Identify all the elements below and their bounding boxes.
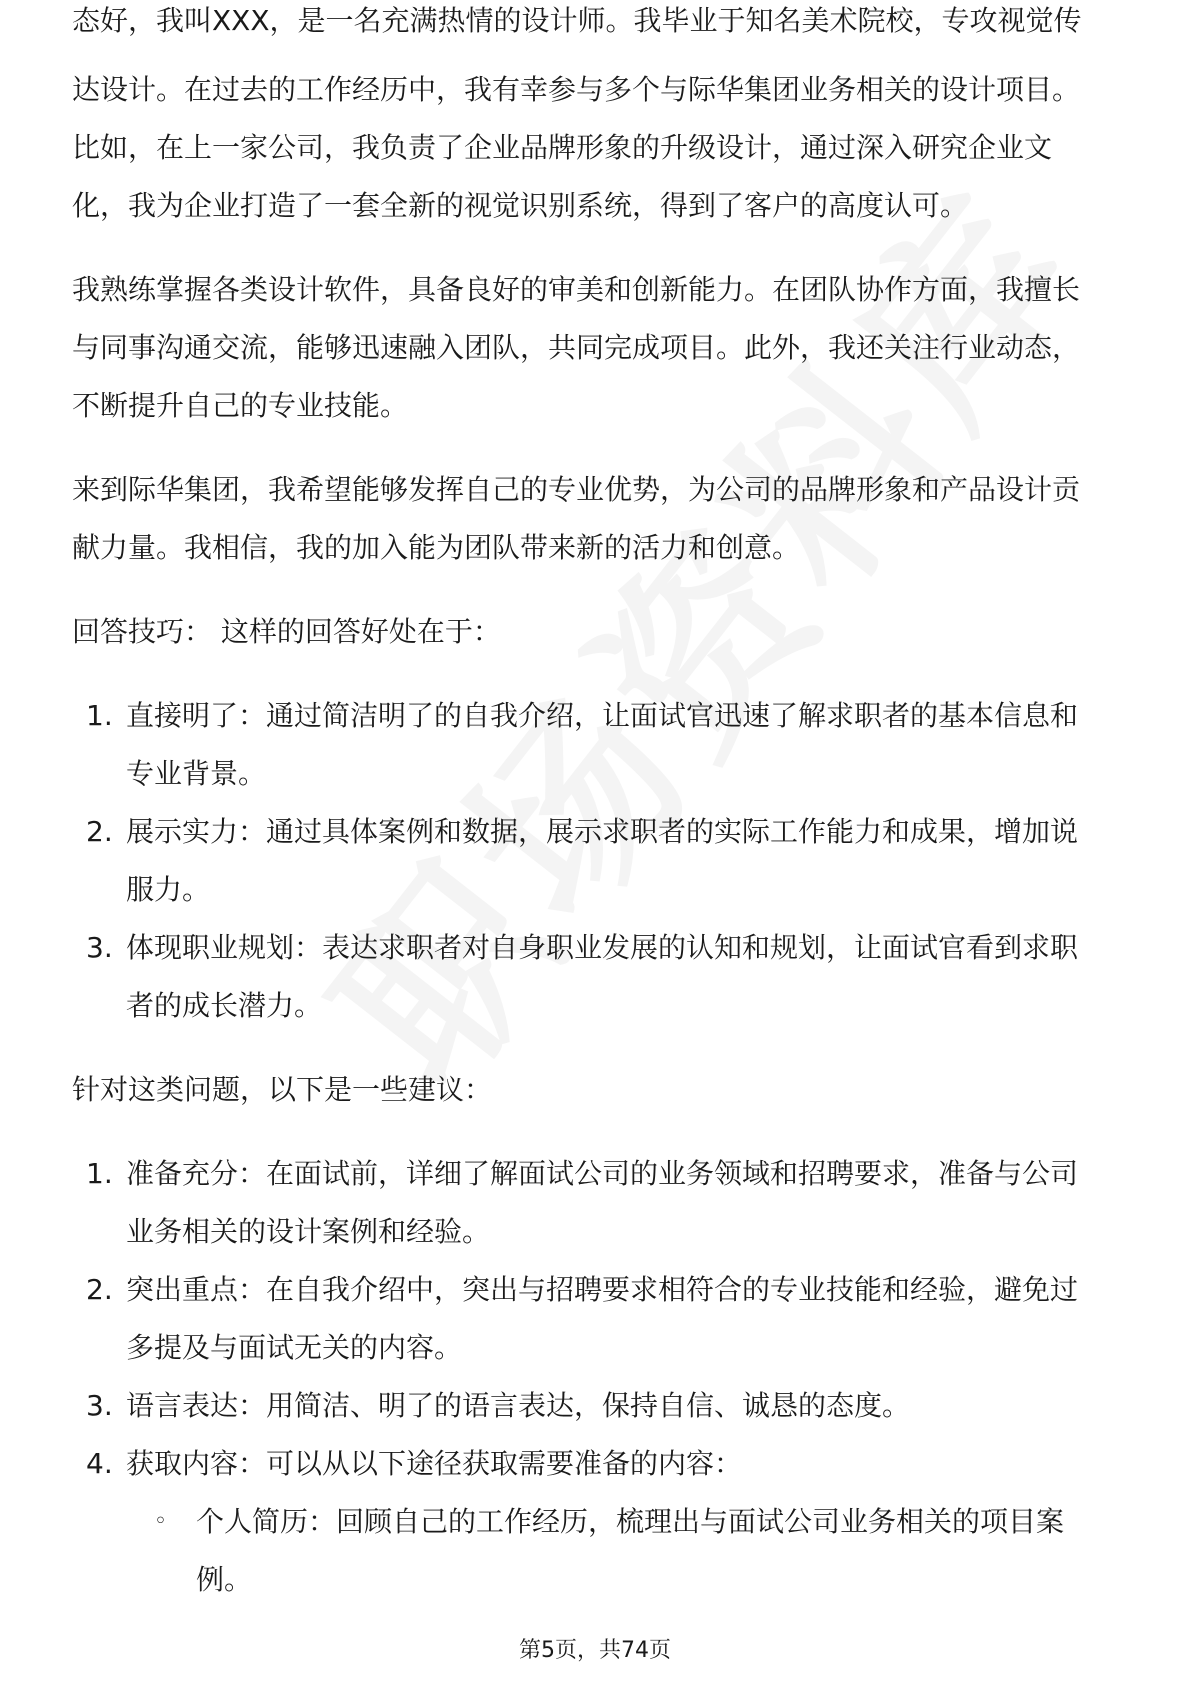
list-item (72, 1261, 1122, 1377)
paragraph-goals (72, 461, 1122, 577)
text-line: 比如，在上一家公司，我负责了企业品牌形象的升级设计，通过深入研究企业文 (72, 131, 1053, 164)
spacer (72, 661, 1122, 687)
paragraph-skills (72, 261, 1122, 435)
list-number: 4. (86, 1447, 113, 1480)
text-line: 展示实力：通过具体案例和数据，展示求职者的实际工作能力和成果，增加说 (126, 815, 1079, 848)
text-line: 不断提升自己的专业技能。 (72, 389, 409, 422)
hollow-bullet-icon: ◦ (154, 1509, 167, 1534)
text-line: 我熟练掌握各类设计软件，具备良好的审美和创新能力。在团队协作方面，我擅长 (72, 273, 1081, 306)
list-number: 1. (86, 699, 113, 732)
advice-heading: 针对这类问题，以下是一些建议： (72, 1073, 493, 1106)
list-number: 2. (86, 815, 113, 848)
text-line: 获取内容：可以从以下途径获取需要准备的内容： (126, 1447, 743, 1480)
text-line: 业务相关的设计案例和经验。 (126, 1215, 491, 1248)
spacer (72, 577, 1122, 603)
list-item (72, 919, 1122, 1035)
text-line: 服力。 (126, 873, 211, 906)
text-line: 献力量。我相信，我的加入能为团队带来新的活力和创意。 (72, 531, 801, 564)
clipped-line (72, 4, 1122, 61)
paragraph-intro (72, 4, 1122, 235)
text-line: 者的成长潜力。 (126, 989, 323, 1022)
text-line: 达设计。在过去的工作经历中，我有幸参与多个与际华集团业务相关的设计项目。 (72, 73, 1081, 106)
list-item (72, 803, 1122, 919)
page-content (72, 4, 1122, 1609)
text-line: 语言表达：用简洁、明了的语言表达，保持自信、诚恳的态度。 (126, 1389, 911, 1422)
text-line: 个人简历：回顾自己的工作经历，梳理出与面试公司业务相关的项目案 (196, 1505, 1065, 1538)
text-line: 准备充分：在面试前，详细了解面试公司的业务领域和招聘要求，准备与公司 (126, 1157, 1079, 1190)
list-item (72, 1145, 1122, 1261)
list-item (72, 1377, 1122, 1435)
spacer (72, 1119, 1122, 1145)
spacer (72, 235, 1122, 261)
text-line: 来到际华集团，我希望能够发挥自己的专业优势，为公司的品牌形象和产品设计贡 (72, 473, 1081, 506)
text-line: 专业背景。 (126, 757, 267, 790)
spacer (72, 435, 1122, 461)
spacer (72, 1035, 1122, 1061)
text-line: 态好，我叫XXX，是一名充满热情的设计师。我毕业于知名美术院校，专攻视觉传 (72, 4, 1082, 37)
sub-list-item (72, 1493, 1122, 1609)
list-number: 3. (86, 931, 113, 964)
advice-list (72, 1145, 1122, 1609)
list-item (72, 1435, 1122, 1493)
text-line: 突出重点：在自我介绍中，突出与招聘要求相符合的专业技能和经验，避免过 (126, 1273, 1079, 1306)
text-line: 化，我为企业打造了一套全新的视觉识别系统，得到了客户的高度认可。 (72, 189, 969, 222)
page-number-footer: 第5页，共74页 (519, 1638, 671, 1663)
text-line: 直接明了：通过简洁明了的自我介绍，让面试官迅速了解求职者的基本信息和 (126, 699, 1079, 732)
list-number: 3. (86, 1389, 113, 1422)
text-line: 多提及与面试无关的内容。 (126, 1331, 463, 1364)
text-line: 与同事沟通交流，能够迅速融入团队，共同完成项目。此外，我还关注行业动态， (72, 331, 1081, 364)
list-number: 2. (86, 1273, 113, 1306)
tips-list (72, 687, 1122, 1035)
tips-heading: 回答技巧： 这样的回答好处在于： (72, 615, 501, 648)
list-item (72, 687, 1122, 803)
list-number: 1. (86, 1157, 113, 1190)
text-line: 例。 (196, 1563, 253, 1596)
text-line: 体现职业规划：表达求职者对自身职业发展的认知和规划，让面试官看到求职 (126, 931, 1079, 964)
